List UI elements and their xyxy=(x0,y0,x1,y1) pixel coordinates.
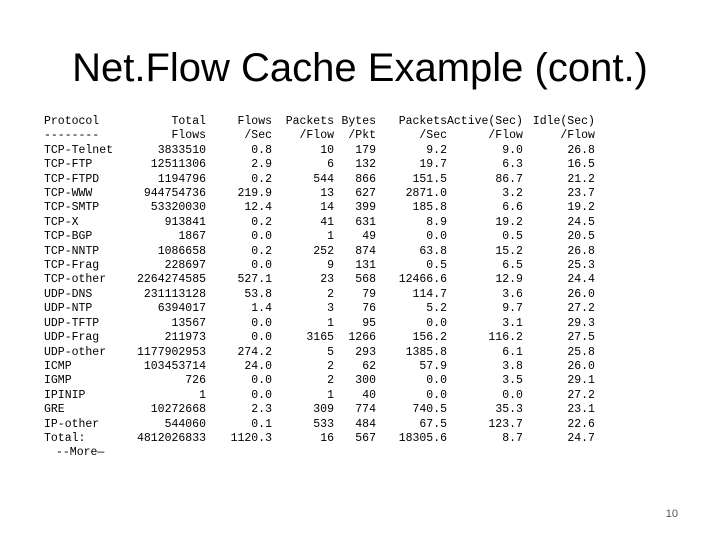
value-cell: 774 xyxy=(355,403,376,417)
value-cell: 19.2 xyxy=(495,215,523,229)
value-cell: 13567 xyxy=(171,316,206,330)
value-cell: 0.0 xyxy=(251,388,272,402)
value-cell: 116.2 xyxy=(488,331,523,345)
value-cell: 10272668 xyxy=(150,403,206,417)
value-cell: 24.0 xyxy=(244,359,272,373)
value-cell: 23 xyxy=(320,273,334,287)
value-cell: 86.7 xyxy=(495,172,523,186)
value-cell: 16 xyxy=(320,431,334,445)
protocol-cell: UDP-DNS xyxy=(44,287,93,301)
netflow-cache-table xyxy=(44,115,595,446)
value-cell: 0.5 xyxy=(426,259,447,273)
table-row xyxy=(44,374,595,388)
value-cell: 13 xyxy=(320,187,334,201)
value-cell: 740.5 xyxy=(412,403,447,417)
protocol-cell: TCP-X xyxy=(44,215,79,229)
table-row xyxy=(44,259,595,273)
table-row xyxy=(44,389,595,403)
value-cell: 300 xyxy=(355,374,376,388)
value-cell: 0.0 xyxy=(426,230,447,244)
table-row xyxy=(44,302,595,316)
value-cell: 3.5 xyxy=(502,374,523,388)
value-cell: /Flow xyxy=(560,129,595,143)
value-cell: 0.8 xyxy=(251,143,272,157)
table-row xyxy=(44,216,595,230)
value-cell: 0.0 xyxy=(251,374,272,388)
value-cell: 3833510 xyxy=(157,143,206,157)
value-cell: 18305.6 xyxy=(398,431,447,445)
value-cell: 103453714 xyxy=(143,359,206,373)
value-cell: 132 xyxy=(355,158,376,172)
table-row xyxy=(44,144,595,158)
value-cell: 27.2 xyxy=(567,388,595,402)
value-cell: Packets xyxy=(398,115,447,128)
table-row xyxy=(44,245,595,259)
value-cell: 14 xyxy=(320,201,334,215)
value-cell: 26.0 xyxy=(567,287,595,301)
value-cell: 95 xyxy=(362,316,376,330)
table-row xyxy=(44,432,595,446)
value-cell: 231113128 xyxy=(143,287,206,301)
protocol-cell: TCP-FTP xyxy=(44,158,93,172)
value-cell: 21.2 xyxy=(567,172,595,186)
value-cell: 1194796 xyxy=(157,172,206,186)
table-row xyxy=(44,331,595,345)
protocol-cell: GRE xyxy=(44,403,65,417)
protocol-cell: TCP-other xyxy=(44,273,107,287)
value-cell: 219.9 xyxy=(237,187,272,201)
value-cell: 228697 xyxy=(164,259,206,273)
protocol-cell: IP-other xyxy=(44,417,100,431)
value-cell: 0.0 xyxy=(251,259,272,273)
value-cell: 1 xyxy=(327,388,334,402)
value-cell: 0.5 xyxy=(502,230,523,244)
value-cell: 5 xyxy=(327,345,334,359)
value-cell: 2.9 xyxy=(251,158,272,172)
value-cell: 24.5 xyxy=(567,215,595,229)
value-cell: /Flow xyxy=(488,129,523,143)
value-cell: 913841 xyxy=(164,215,206,229)
value-cell: 1086658 xyxy=(157,244,206,258)
value-cell: 9 xyxy=(327,259,334,273)
value-cell: 19.2 xyxy=(567,201,595,215)
value-cell: 1177902953 xyxy=(136,345,206,359)
value-cell: 1120.3 xyxy=(230,431,272,445)
value-cell: 62 xyxy=(362,359,376,373)
value-cell: 9.2 xyxy=(426,143,447,157)
value-cell: 27.5 xyxy=(567,331,595,345)
value-cell: 0.0 xyxy=(251,316,272,330)
value-cell: 5.2 xyxy=(426,302,447,316)
table-row xyxy=(44,360,595,374)
value-cell: 2264274585 xyxy=(136,273,206,287)
value-cell: 151.5 xyxy=(412,172,447,186)
value-cell: 22.6 xyxy=(567,417,595,431)
value-cell: 6 xyxy=(327,158,334,172)
protocol-cell: IGMP xyxy=(44,374,72,388)
value-cell: 26.8 xyxy=(567,143,595,157)
value-cell: 1 xyxy=(327,316,334,330)
value-cell: 10 xyxy=(320,143,334,157)
value-cell: 1 xyxy=(327,230,334,244)
value-cell: 627 xyxy=(355,187,376,201)
value-cell: 544060 xyxy=(164,417,206,431)
value-cell: 1.4 xyxy=(251,302,272,316)
value-cell: 293 xyxy=(355,345,376,359)
value-cell: 53320030 xyxy=(150,201,206,215)
value-cell: 568 xyxy=(355,273,376,287)
value-cell: 185.8 xyxy=(412,201,447,215)
value-cell: 2.3 xyxy=(251,403,272,417)
protocol-cell: TCP-Frag xyxy=(44,259,100,273)
value-cell: 76 xyxy=(362,302,376,316)
value-cell: 6.1 xyxy=(502,345,523,359)
table-row xyxy=(44,317,595,331)
value-cell: 24.4 xyxy=(567,273,595,287)
value-cell: 12511306 xyxy=(150,158,206,172)
value-cell: Idle(Sec) xyxy=(532,115,595,128)
table-row xyxy=(44,158,595,172)
table-row xyxy=(44,173,595,187)
value-cell: 53.8 xyxy=(244,287,272,301)
value-cell: 114.7 xyxy=(412,287,447,301)
value-cell: 2871.0 xyxy=(405,187,447,201)
value-cell: 6.5 xyxy=(502,259,523,273)
value-cell: 0.0 xyxy=(251,331,272,345)
table-row xyxy=(44,201,595,215)
value-cell: 16.5 xyxy=(567,158,595,172)
value-cell: 1867 xyxy=(178,230,206,244)
value-cell: 67.5 xyxy=(419,417,447,431)
value-cell: 0.2 xyxy=(251,215,272,229)
value-cell: 533 xyxy=(313,417,334,431)
value-cell: 6.6 xyxy=(502,201,523,215)
table-row xyxy=(44,273,595,287)
value-cell: 874 xyxy=(355,244,376,258)
value-cell: 1385.8 xyxy=(405,345,447,359)
protocol-cell: Protocol xyxy=(44,115,100,128)
protocol-cell: UDP-other xyxy=(44,345,107,359)
protocol-cell: TCP-Telnet xyxy=(44,143,114,157)
value-cell: 24.7 xyxy=(567,431,595,445)
value-cell: /Sec xyxy=(419,129,447,143)
value-cell: 309 xyxy=(313,403,334,417)
value-cell: 0.1 xyxy=(251,417,272,431)
value-cell: 156.2 xyxy=(412,331,447,345)
value-cell: 3.8 xyxy=(502,359,523,373)
protocol-cell: TCP-WWW xyxy=(44,187,93,201)
value-cell: 0.2 xyxy=(251,244,272,258)
value-cell: 8.7 xyxy=(502,431,523,445)
table-row xyxy=(44,403,595,417)
protocol-cell: TCP-BGP xyxy=(44,230,93,244)
value-cell: 3165 xyxy=(306,331,334,345)
value-cell: 25.8 xyxy=(567,345,595,359)
value-cell: 26.8 xyxy=(567,244,595,258)
value-cell: 12.4 xyxy=(244,201,272,215)
table-row xyxy=(44,346,595,360)
more-prompt: --More— xyxy=(56,446,105,459)
value-cell: 27.2 xyxy=(567,302,595,316)
value-cell: 484 xyxy=(355,417,376,431)
protocol-cell: IPINIP xyxy=(44,388,86,402)
slide-title: Net.Flow Cache Example (cont.) xyxy=(72,46,648,90)
netflow-table-body xyxy=(44,115,595,446)
value-cell: 26.0 xyxy=(567,359,595,373)
value-cell: 2 xyxy=(327,359,334,373)
value-cell: 6.3 xyxy=(502,158,523,172)
value-cell: 1266 xyxy=(348,331,376,345)
value-cell: 631 xyxy=(355,215,376,229)
value-cell: 63.8 xyxy=(419,244,447,258)
value-cell: Total xyxy=(171,115,206,128)
table-header-row xyxy=(44,129,595,143)
table-row xyxy=(44,288,595,302)
protocol-cell: TCP-NNTP xyxy=(44,244,100,258)
protocol-cell: UDP-NTP xyxy=(44,302,93,316)
value-cell: 2 xyxy=(327,287,334,301)
table-row xyxy=(44,230,595,244)
value-cell: 0.2 xyxy=(251,172,272,186)
value-cell: 0.0 xyxy=(426,316,447,330)
value-cell: 567 xyxy=(355,431,376,445)
value-cell: Bytes xyxy=(341,115,376,128)
value-cell: 123.7 xyxy=(488,417,523,431)
value-cell: 0.0 xyxy=(426,388,447,402)
value-cell: /Sec xyxy=(244,129,272,143)
protocol-cell: Total: xyxy=(44,431,86,445)
value-cell: 12.9 xyxy=(495,273,523,287)
value-cell: 29.3 xyxy=(567,316,595,330)
value-cell: 49 xyxy=(362,230,376,244)
value-cell: 35.3 xyxy=(495,403,523,417)
value-cell: 399 xyxy=(355,201,376,215)
table-row xyxy=(44,418,595,432)
value-cell: 131 xyxy=(355,259,376,273)
value-cell: 79 xyxy=(362,287,376,301)
table-row xyxy=(44,187,595,201)
value-cell: 57.9 xyxy=(419,359,447,373)
value-cell: 274.2 xyxy=(237,345,272,359)
value-cell: 8.9 xyxy=(426,215,447,229)
table-header-row xyxy=(44,115,595,129)
value-cell: 0.0 xyxy=(426,374,447,388)
value-cell: 3.6 xyxy=(502,287,523,301)
value-cell: 19.7 xyxy=(419,158,447,172)
page-number: 10 xyxy=(665,508,678,520)
value-cell: /Pkt xyxy=(348,129,376,143)
value-cell: 25.3 xyxy=(567,259,595,273)
value-cell: 3.2 xyxy=(502,187,523,201)
value-cell: Packets xyxy=(285,115,334,128)
value-cell: 544 xyxy=(313,172,334,186)
value-cell: 3.1 xyxy=(502,316,523,330)
value-cell: 527.1 xyxy=(237,273,272,287)
value-cell: 0.0 xyxy=(502,388,523,402)
value-cell: 20.5 xyxy=(567,230,595,244)
value-cell: 726 xyxy=(185,374,206,388)
value-cell: 6394017 xyxy=(157,302,206,316)
value-cell: 15.2 xyxy=(495,244,523,258)
value-cell: 41 xyxy=(320,215,334,229)
protocol-cell: -------- xyxy=(44,129,100,143)
value-cell: 252 xyxy=(313,244,334,258)
value-cell: 2 xyxy=(327,374,334,388)
value-cell: Flows xyxy=(237,115,272,128)
value-cell: 9.0 xyxy=(502,143,523,157)
value-cell: Flows xyxy=(171,129,206,143)
value-cell: Active(Sec) xyxy=(447,115,523,128)
value-cell: 12466.6 xyxy=(398,273,447,287)
value-cell: 866 xyxy=(355,172,376,186)
value-cell: 179 xyxy=(355,143,376,157)
value-cell: 29.1 xyxy=(567,374,595,388)
value-cell: 944754736 xyxy=(143,187,206,201)
value-cell: 9.7 xyxy=(502,302,523,316)
protocol-cell: ICMP xyxy=(44,359,72,373)
value-cell: 40 xyxy=(362,388,376,402)
value-cell: 4812026833 xyxy=(136,431,206,445)
protocol-cell: UDP-Frag xyxy=(44,331,100,345)
protocol-cell: UDP-TFTP xyxy=(44,316,100,330)
protocol-cell: TCP-SMTP xyxy=(44,201,100,215)
value-cell: 1 xyxy=(199,388,206,402)
protocol-cell: TCP-FTPD xyxy=(44,172,100,186)
value-cell: 0.0 xyxy=(251,230,272,244)
value-cell: 23.1 xyxy=(567,403,595,417)
value-cell: 23.7 xyxy=(567,187,595,201)
value-cell: 211973 xyxy=(164,331,206,345)
value-cell: /Flow xyxy=(299,129,334,143)
value-cell: 3 xyxy=(327,302,334,316)
